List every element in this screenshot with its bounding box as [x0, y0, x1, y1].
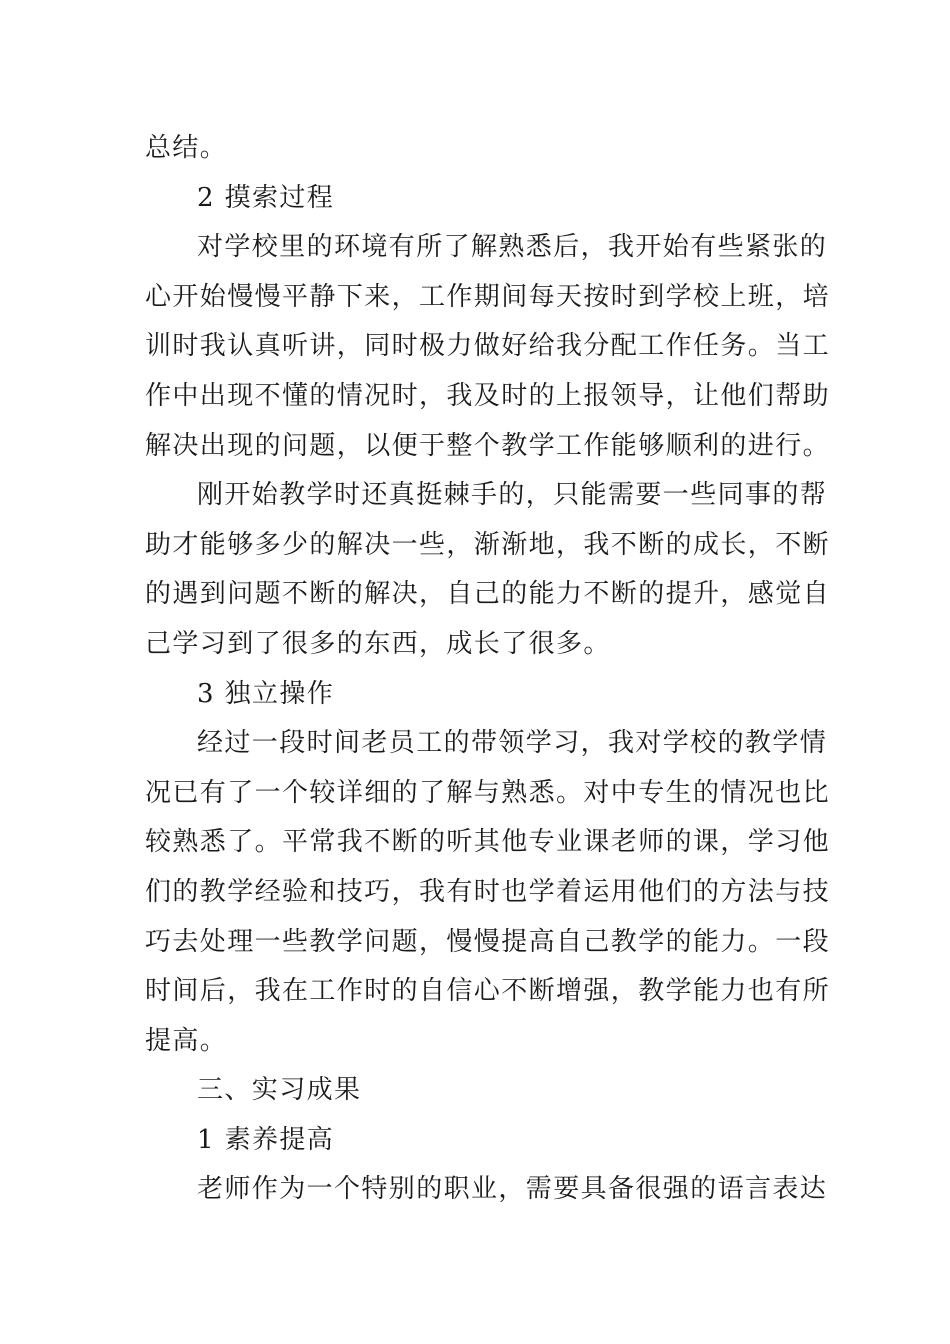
text-line: 们的教学经验和技巧，我有时也学着运用他们的方法与技 — [145, 876, 831, 907]
text-line: 训时我认真听讲，同时极力做好给我分配工作任务。当工 — [145, 331, 831, 362]
text-line: 己学习到了很多的东西，成长了很多。 — [145, 628, 611, 659]
text-line: 况已有了一个较详细的了解与熟悉。对中专生的情况也比 — [145, 777, 831, 808]
text-line: 作中出现不懂的情况时，我及时的上报领导，让他们帮助 — [145, 380, 831, 411]
text-line: 对学校里的环境有所了解熟悉后，我开始有些紧张的 — [197, 232, 828, 263]
text-line: 巧去处理一些教学问题，慢慢提高自己教学的能力。一段 — [145, 926, 831, 957]
section-heading: 三、实习成果 — [197, 1075, 362, 1106]
text-line: 总结。 — [145, 133, 228, 163]
text-line: 经过一段时间老员工的带领学习，我对学校的教学情 — [197, 728, 828, 759]
section-heading: 3 独立操作 — [197, 678, 335, 709]
text-line: 解决出现的问题，以便于整个教学工作能够顺利的进行。 — [145, 430, 831, 461]
section-heading: 2 摸索过程 — [197, 182, 335, 213]
text-line: 助才能够多少的解决一些，渐渐地，我不断的成长，不断 — [145, 529, 831, 560]
text-line: 时间后，我在工作时的自信心不断增强，教学能力也有所 — [145, 976, 831, 1007]
text-line: 的遇到问题不断的解决，自己的能力不断的提升，感觉自 — [145, 579, 831, 610]
text-line: 老师作为一个特别的职业，需要具备很强的语言表达 — [197, 1174, 828, 1205]
section-heading: 1 素养提高 — [197, 1124, 335, 1155]
document-page — [145, 124, 831, 1215]
text-line: 心开始慢慢平静下来，工作期间每天按时到学校上班，培 — [145, 281, 831, 312]
text-line: 提高。 — [145, 1025, 228, 1056]
text-line: 刚开始教学时还真挺棘手的，只能需要一些同事的帮 — [197, 480, 828, 511]
text-line: 较熟悉了。平常我不断的听其他专业课老师的课，学习他 — [145, 827, 831, 858]
